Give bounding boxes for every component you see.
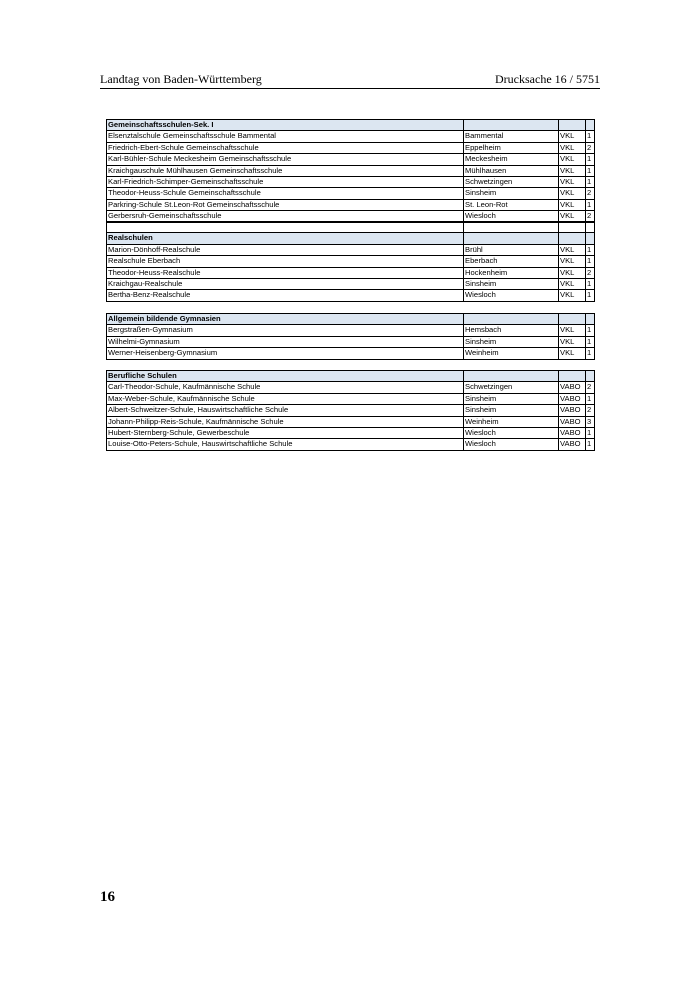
table-row [107, 154, 595, 165]
school-name-cell: Albert-Schweitzer-Schule, Hauswirtschaftliche Schule [107, 405, 464, 416]
section-title: Berufliche Schulen [107, 371, 464, 382]
city-cell: Hemsbach [464, 325, 559, 336]
table-row [107, 267, 595, 278]
city-cell: Schwetzingen [464, 177, 559, 188]
table-row [107, 290, 595, 301]
school-name-cell: Max-Weber-Schule, Kaufmännische Schule [107, 393, 464, 404]
class-type-cell: VKL [559, 325, 586, 336]
class-type-cell: VABO [559, 382, 586, 393]
section-title: Allgemein bildende Gymnasien [107, 314, 464, 325]
city-cell: Eberbach [464, 256, 559, 267]
class-count-cell: 1 [586, 439, 595, 450]
city-cell: Sinsheim [464, 393, 559, 404]
class-count-cell: 1 [586, 165, 595, 176]
city-cell: Bammental [464, 131, 559, 142]
school-name-cell: Karl-Bühler-Schule Meckesheim Gemeinschaftsschule [107, 154, 464, 165]
table-row [107, 142, 595, 153]
city-cell: Schwetzingen [464, 382, 559, 393]
table-gemeinschaftsschulen [106, 119, 595, 223]
city-cell: Weinheim [464, 416, 559, 427]
class-count-cell: 1 [586, 279, 595, 290]
section-header-row [107, 371, 595, 382]
table-row [107, 416, 595, 427]
class-count-cell: 1 [586, 290, 595, 301]
class-type-cell: VKL [559, 199, 586, 210]
table-row [107, 279, 595, 290]
class-count-cell: 1 [586, 393, 595, 404]
table-row [107, 405, 595, 416]
table-gymnasien [106, 313, 595, 360]
table-row [107, 428, 595, 439]
school-name-cell: Kraichgauschule Mühlhausen Gemeinschaftsschule [107, 165, 464, 176]
city-cell: Wiesloch [464, 428, 559, 439]
section-title: Realschulen [107, 233, 464, 244]
table-row [107, 256, 595, 267]
page-header [100, 70, 600, 89]
school-name-cell: Friedrich-Ebert-Schule Gemeinschaftsschule [107, 142, 464, 153]
table-row [107, 177, 595, 188]
table-row [107, 439, 595, 450]
city-cell: Wiesloch [464, 439, 559, 450]
city-cell: Sinsheim [464, 405, 559, 416]
class-count-cell: 1 [586, 177, 595, 188]
class-count-cell: 1 [586, 244, 595, 255]
city-cell: Mühlhausen [464, 165, 559, 176]
section-title: Gemeinschaftsschulen-Sek. I [107, 120, 464, 131]
school-name-cell: Bergstraßen-Gymnasium [107, 325, 464, 336]
school-name-cell: Wilhelmi-Gymnasium [107, 336, 464, 347]
table-row [107, 165, 595, 176]
city-cell: Wiesloch [464, 290, 559, 301]
table-row [107, 382, 595, 393]
class-count-cell: 2 [586, 267, 595, 278]
school-name-cell: Realschule Eberbach [107, 256, 464, 267]
table-row [107, 131, 595, 142]
school-name-cell: Kraichgau-Realschule [107, 279, 464, 290]
class-count-cell: 2 [586, 142, 595, 153]
school-name-cell: Hubert-Sternberg-Schule, Gewerbeschule [107, 428, 464, 439]
table-row [107, 199, 595, 210]
class-type-cell: VKL [559, 165, 586, 176]
table-row [107, 325, 595, 336]
class-count-cell: 1 [586, 325, 595, 336]
class-type-cell: VKL [559, 256, 586, 267]
class-count-cell: 1 [586, 154, 595, 165]
section-header-row [107, 233, 595, 244]
table-berufliche-schulen [106, 370, 595, 451]
school-name-cell: Theodor-Heuss-Realschule [107, 267, 464, 278]
class-type-cell: VABO [559, 428, 586, 439]
city-cell: Sinsheim [464, 188, 559, 199]
city-cell: Hockenheim [464, 267, 559, 278]
class-count-cell: 3 [586, 416, 595, 427]
city-cell: Eppelheim [464, 142, 559, 153]
class-type-cell: VABO [559, 416, 586, 427]
class-count-cell: 1 [586, 256, 595, 267]
section-header-row [107, 120, 595, 131]
school-name-cell: Parkring-Schule St.Leon-Rot Gemeinschaftsschule [107, 199, 464, 210]
class-type-cell: VKL [559, 142, 586, 153]
class-count-cell: 1 [586, 131, 595, 142]
table-row [107, 244, 595, 255]
class-type-cell: VKL [559, 267, 586, 278]
table-row [107, 336, 595, 347]
class-type-cell: VKL [559, 131, 586, 142]
class-type-cell: VKL [559, 279, 586, 290]
page-number: 16 [100, 889, 115, 905]
school-name-cell: Gerbersruh-Gemeinschaftsschule [107, 211, 464, 222]
class-type-cell: VKL [559, 290, 586, 301]
school-name-cell: Johann-Philipp-Reis-Schule, Kaufmännische Schule [107, 416, 464, 427]
school-name-cell: Carl-Theodor-Schule, Kaufmännische Schule [107, 382, 464, 393]
class-count-cell: 2 [586, 382, 595, 393]
school-name-cell: Louise-Otto-Peters-Schule, Hauswirtschaftliche Schule [107, 439, 464, 450]
class-type-cell: VKL [559, 244, 586, 255]
city-cell: Meckesheim [464, 154, 559, 165]
class-type-cell: VKL [559, 336, 586, 347]
class-type-cell: VABO [559, 439, 586, 450]
class-count-cell: 2 [586, 405, 595, 416]
table-row [107, 393, 595, 404]
school-name-cell: Theodor-Heuss-Schule Gemeinschaftsschule [107, 188, 464, 199]
city-cell: Wiesloch [464, 211, 559, 222]
class-count-cell: 1 [586, 199, 595, 210]
school-name-cell: Werner-Heisenberg-Gymnasium [107, 348, 464, 359]
class-count-cell: 1 [586, 348, 595, 359]
class-count-cell: 1 [586, 336, 595, 347]
city-cell: Weinheim [464, 348, 559, 359]
spacer-row [107, 222, 595, 233]
school-name-cell: Bertha-Benz-Realschule [107, 290, 464, 301]
header-document-number: Drucksache 16 / 5751 [495, 72, 600, 86]
city-cell: Sinsheim [464, 336, 559, 347]
class-type-cell: VKL [559, 348, 586, 359]
city-cell: Sinsheim [464, 279, 559, 290]
class-count-cell: 1 [586, 428, 595, 439]
class-type-cell: VKL [559, 188, 586, 199]
city-cell: Brühl [464, 244, 559, 255]
class-type-cell: VABO [559, 405, 586, 416]
table-row [107, 188, 595, 199]
class-type-cell: VABO [559, 393, 586, 404]
class-type-cell: VKL [559, 211, 586, 222]
class-type-cell: VKL [559, 177, 586, 188]
school-name-cell: Karl-Friedrich-Schimper-Gemeinschaftsschule [107, 177, 464, 188]
header-title: Landtag von Baden-Württemberg [100, 72, 262, 86]
school-name-cell: Marion-Dönhoff-Realschule [107, 244, 464, 255]
table-realschulen [106, 221, 595, 302]
class-count-cell: 2 [586, 188, 595, 199]
school-name-cell: Elsenztalschule Gemeinschaftsschule Bammental [107, 131, 464, 142]
table-row [107, 348, 595, 359]
class-type-cell: VKL [559, 154, 586, 165]
class-count-cell: 2 [586, 211, 595, 222]
section-header-row [107, 314, 595, 325]
city-cell: St. Leon-Rot [464, 199, 559, 210]
